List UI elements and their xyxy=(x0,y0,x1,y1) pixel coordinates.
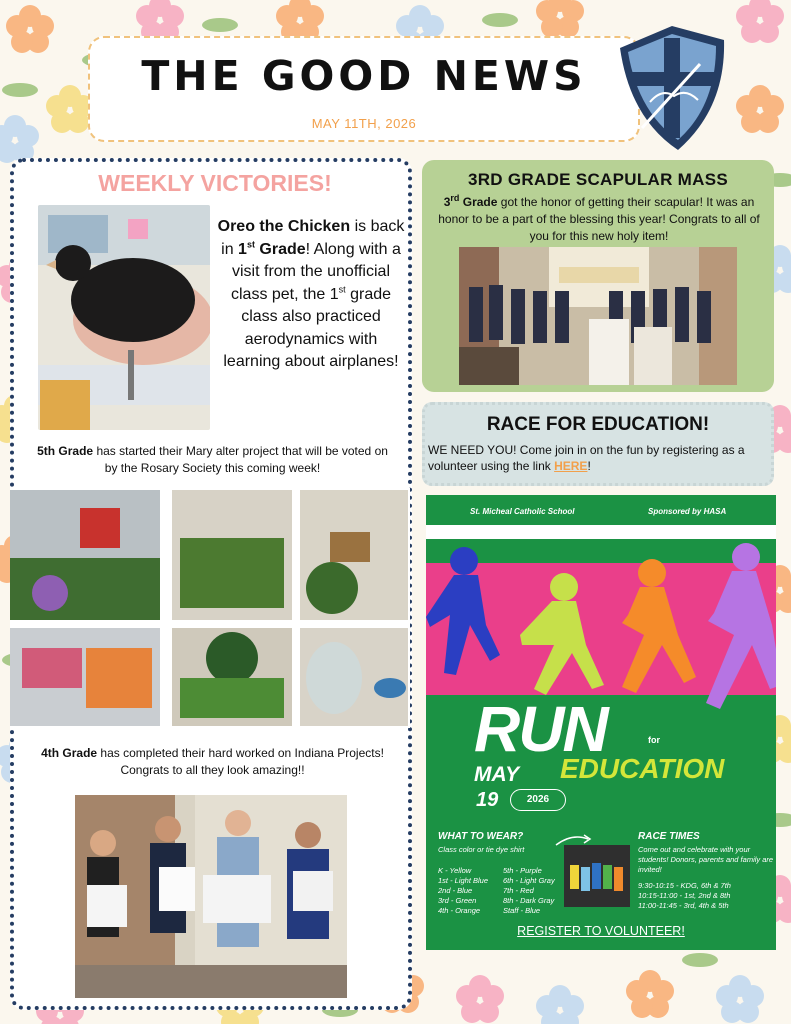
color-8: 8th - Dark Gray xyxy=(503,896,555,905)
color-k: K - Yellow xyxy=(438,866,472,875)
poster-day: 19 xyxy=(476,789,499,811)
color-2: 2nd - Blue xyxy=(438,886,473,895)
oreo-story xyxy=(216,216,406,374)
mary-altar-collage xyxy=(10,488,410,728)
poster-education: EDUCATION xyxy=(560,753,725,784)
color-7: 7th - Red xyxy=(503,886,534,895)
color-4: 4th - Orange xyxy=(438,906,481,915)
header-banner xyxy=(88,36,640,142)
time-slot-3: 11:00-11:45 - 3rd, 4th & 5th xyxy=(638,901,729,910)
time-slot-1: 9:30-10:15 - KDG, 6th & 7th xyxy=(638,881,731,890)
run-for-education-poster xyxy=(426,495,776,950)
poster-year: 2026 xyxy=(510,789,566,811)
oreo-class-sup: st xyxy=(338,284,346,295)
arrow-icon xyxy=(554,833,594,849)
what-to-wear-sub: Class color or tie dye shirt xyxy=(438,845,525,854)
oreo-after-grade: ! Along with a visit from the unofficial class pet, the xyxy=(230,240,401,303)
fourth-grade-label: 4th Grade xyxy=(41,746,98,760)
chicken-photo xyxy=(38,205,210,430)
newsletter-date: MAY 11TH, 2026 xyxy=(311,116,417,131)
color-3: 3rd - Green xyxy=(438,896,477,905)
fifth-grade-text xyxy=(30,443,395,477)
poster-may: MAY xyxy=(474,763,520,786)
oreo-is-back: is back in xyxy=(221,218,405,258)
oreo-class-num: 1 xyxy=(329,285,339,303)
poster-school: St. Micheal Catholic School xyxy=(470,507,575,516)
what-to-wear-heading: WHAT TO WEAR? xyxy=(438,831,524,842)
newsletter-title: THE GOOD NEWS xyxy=(141,52,587,100)
color-staff: Staff - Blue xyxy=(503,906,541,915)
scapular-mass-photo xyxy=(459,247,737,385)
class-colors-left xyxy=(438,866,488,916)
race-end: ! xyxy=(587,459,591,473)
oreo-grade-sup: st xyxy=(246,239,255,250)
scapular-grade-word: Grade xyxy=(462,195,498,209)
weekly-victories-title: WEEKLY VICTORIES! xyxy=(98,170,332,196)
scapular-grade-sup: rd xyxy=(450,193,460,203)
race-body: WE NEED YOU! Come join in on the fun by registering as a volunteer using the link xyxy=(428,443,745,473)
race-times-heading: RACE TIMES xyxy=(638,831,700,842)
oreo-grade-word: Grade xyxy=(259,240,306,258)
scapular-title: 3RD GRADE SCAPULAR MASS xyxy=(467,170,729,189)
scapular-text xyxy=(430,194,768,245)
fourth-grade-text xyxy=(30,745,395,779)
fifth-grade-label: 5th Grade xyxy=(37,444,94,458)
poster-run: RUN xyxy=(474,693,607,765)
volunteer-link[interactable]: HERE xyxy=(554,459,588,473)
color-5: 5th - Purple xyxy=(503,866,542,875)
poster-for: for xyxy=(648,735,660,745)
class-colors-right xyxy=(503,866,555,916)
color-1: 1st - Light Blue xyxy=(438,876,489,885)
oreo-grade-num: 1 xyxy=(238,240,247,258)
shield-cross-sword-icon xyxy=(612,18,732,158)
race-title: RACE FOR EDUCATION! xyxy=(486,414,710,435)
time-slot-2: 10:15-11:00 - 1st, 2nd & 8th xyxy=(638,891,731,900)
indiana-projects-photo xyxy=(75,795,347,998)
scapular-body: got the honor of getting their scapular! It was an honor to be a part of the blessing this year! Congrats to all of you for this new holy item! xyxy=(438,195,760,243)
race-times-sub: Come out and celebrate with your students! Donors, parents and family are invited! xyxy=(638,845,774,874)
race-times-list xyxy=(638,881,731,911)
scapular-grade-num: 3 xyxy=(443,195,451,209)
kids-shirts-photo xyxy=(564,845,630,907)
poster-sponsor: Sponsored by HASA xyxy=(648,507,727,516)
oreo-name: Oreo the Chicken xyxy=(217,218,351,235)
color-6: 6th - Light Gray xyxy=(503,876,555,885)
register-volunteer-link[interactable]: REGISTER TO VOLUNTEER! xyxy=(517,924,685,938)
fourth-grade-body: has completed their hard worked on Indiana Projects! Congrats to all they look amazing!! xyxy=(100,746,384,777)
race-text xyxy=(428,442,772,474)
oreo-rest: grade class also practiced aerodynamics with learning about airplanes! xyxy=(223,285,399,370)
fifth-grade-body: has started their Mary alter project that will be voted on by the Rosary Society this coming week! xyxy=(96,444,388,475)
